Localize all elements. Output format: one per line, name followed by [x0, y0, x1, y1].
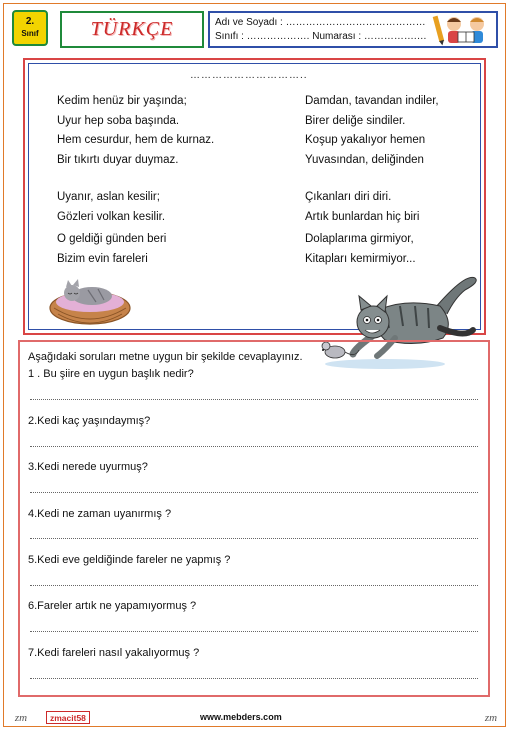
poem-line: Hem cesurdur, hem de kurnaz.	[57, 134, 215, 146]
answer-line-2[interactable]	[30, 446, 478, 447]
poem-line: Bir tıkırtı duyar duymaz.	[57, 154, 179, 166]
author-badge: zmacit58	[46, 711, 90, 724]
site-url[interactable]: www.mebders.com	[200, 712, 282, 722]
poem-line: Damdan, tavandan indiler,	[305, 95, 439, 107]
student-class-line[interactable]: Sınıfı : ………………. Numarası : …………….…	[215, 31, 427, 42]
poem-line: Uyur hep soba başında.	[57, 115, 180, 127]
grade-number: 2.	[25, 16, 35, 27]
question-2: 2.Kedi kaç yaşındaymış?	[28, 415, 151, 427]
question-3: 3.Kedi nerede uyurmuş?	[28, 461, 148, 473]
answer-line-7[interactable]	[30, 678, 478, 679]
answer-line-4[interactable]	[30, 538, 478, 539]
sleeping-cat-in-basket-icon	[48, 278, 132, 328]
poem-line: Bizim evin fareleri	[57, 253, 148, 265]
answer-line-5[interactable]	[30, 585, 478, 586]
answer-line-6[interactable]	[30, 631, 478, 632]
subject-title: TÜRKÇE	[90, 18, 174, 40]
poem-line: Gözleri volkan kesilir.	[57, 211, 166, 223]
poem-line: Yuvasından, deliğinden	[305, 154, 424, 166]
answer-line-1[interactable]	[30, 399, 478, 400]
question-4: 4.Kedi ne zaman uyanırmış ?	[28, 508, 172, 520]
questions-instruction: Aşağıdaki soruları metne uygun bir şekilde cevaplayınız.	[28, 351, 303, 363]
poem-line: Çıkanları diri diri.	[305, 191, 392, 203]
poem-line: Kitapları kemirmiyor...	[305, 253, 416, 265]
question-1: 1 . Bu şiire en uygun başlık nedir?	[28, 368, 194, 380]
kids-reading-icon	[432, 12, 494, 46]
zm-logo-left: zm	[14, 712, 28, 724]
question-6: 6.Fareler artık ne yapamıyormuş ?	[28, 600, 197, 612]
poem-title-blank[interactable]: …………………………..	[190, 70, 308, 81]
poem-line: Birer deliğe sindiler.	[305, 115, 406, 127]
poem-line: Artık bunlardan hiç biri	[305, 211, 420, 223]
answer-line-3[interactable]	[30, 492, 478, 493]
question-5: 5.Kedi eve geldiğinde fareler ne yapmış ?	[28, 554, 231, 566]
subject-title-box	[60, 11, 204, 48]
poem-line: Kedim henüz bir yaşında;	[57, 95, 187, 107]
poem-line: Dolaplarıma girmiyor,	[305, 233, 414, 245]
zm-logo-right: zm	[484, 712, 498, 724]
poem-line: Uyanır, aslan kesilir;	[57, 191, 160, 203]
question-7: 7.Kedi fareleri nasıl yakalıyormuş ?	[28, 647, 200, 659]
grade-word: Sınıf	[21, 29, 39, 38]
student-name-line[interactable]: Adı ve Soyadı : ……………………………………	[215, 17, 426, 28]
poem-line: O geldiği günden beri	[57, 233, 167, 245]
grade-badge	[12, 10, 48, 46]
poem-line: Koşup yakalıyor hemen	[305, 134, 426, 146]
